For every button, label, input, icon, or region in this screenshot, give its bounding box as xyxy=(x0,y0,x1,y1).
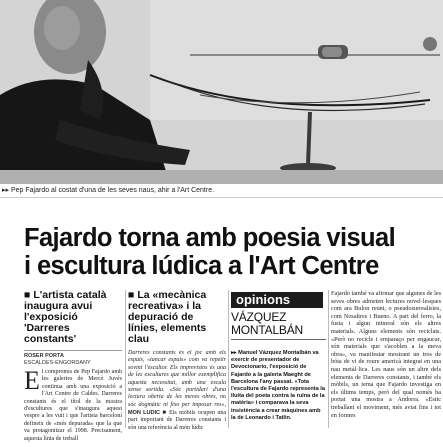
column-2 xyxy=(128,290,226,430)
article-photo xyxy=(0,0,443,184)
column-2-body xyxy=(128,350,226,408)
author-first-name: VÁZQUEZ xyxy=(231,310,287,324)
column-4-body: Fajardo també va afirmar que algunes de les seves obres admeten lectures novel·lesques com ara Bulon reuni, o pseudosurrealistes, com Nosaltres i Bueno. A part del ferro, la fusta i algun mineral són els altres materials. Alguns elements són reciclats. «Però no recicle i emparaço per engaucar, són materials que s'acoblen a la meva obra», va manifestar mostrant un tros de bóta de vi de roure americà integrat en una nau metàl·lica. Les naus són un altre dels elements de Darreres constants, i també els mòbils, un tema que Fajardo investiga en els últims temps, però del qual només ha portat una mostra a Andorra. «Estic treballant el moviment, més aviat fins i tot en formes xyxy=(331,290,441,419)
dropcap: E xyxy=(24,369,40,395)
column-1-body-text: l compromís de Pep Fajardo amb les galeries de Mercè Juvés continua amb una exposició a l'Art Centre de Caldes. Darreres constants és el títol de la mostra d'escultures que s'inaugura aquest vespre a les vuit i que l'artista barceloní defineix de «més depurada» que la que va protagonitzar el 1998. Precisament, aquesta línia de treball xyxy=(24,369,122,442)
photo-illustration xyxy=(0,0,443,184)
photo-caption: ▸▸ Pep Fajardo al costat d'una de les seves naus, ahir a l'Art Centre. xyxy=(2,187,215,194)
column-1-body xyxy=(24,369,122,447)
opinions-text: ▸▸ Manuel Vázquez Montalbán va exercir de presentador de Devocionario, l'exposició de Fajardo a la galeria Maeght de Barcelona l'any passat. «Tota l'escultura de Fajardo representa la lluita del poeta contra la ruïna de la matèria» i comparava la seva insistència a crear màquines amb la de Leonardo i Tatlin. xyxy=(231,350,325,421)
byline xyxy=(24,350,122,366)
opinions-author xyxy=(231,311,326,340)
headline-line-1: Fajardo torna amb poesia visual xyxy=(24,224,396,252)
lead-title-1 xyxy=(24,290,122,345)
section-bullet-icon: ■ xyxy=(162,410,167,416)
column-2-section xyxy=(128,410,226,430)
caption-divider xyxy=(0,197,443,198)
author-last-name: MONTALBÁN xyxy=(231,322,303,337)
column-2-body-text: Darreres constants és el joc amb els espais, «tancar espais» com va repetir sovint l'escultor. Els imprevistos és una de les escultures que millor exemplifica aquesta necessitat, amb una escala sense sortida. «Sóc partidari d'una lectura oberta de les meves obres, no sóc dogmàtic ni fixo per imposar res», xyxy=(128,350,226,408)
lead-title-2-text: La «mecànica recreativa» i la depuració de línies, elements clau xyxy=(128,289,207,345)
headline-line-2: i escultura lúdica a l'Art Centre xyxy=(24,252,379,280)
byline-place: ESCALDES-ENGORDANY xyxy=(24,359,91,366)
column-divider-2 xyxy=(228,290,229,428)
lead-title-1-text: L'artista català inaugura avui l'exposició 'Darreres constants' xyxy=(24,289,107,345)
column-1 xyxy=(24,290,122,447)
column-4 xyxy=(331,290,441,428)
bullet-icon: ■ xyxy=(128,289,135,301)
headline xyxy=(24,224,442,280)
section-label: MÓN LÚDIC xyxy=(128,410,160,416)
lead-title-2 xyxy=(128,290,226,345)
bullet-icon: ■ xyxy=(24,289,31,301)
section-body: Els mòbils ocupen una part important de Darreres constants i són una referència al món lúdic xyxy=(128,410,226,430)
column-divider-1 xyxy=(125,290,126,428)
opinions-label: opinions xyxy=(231,292,323,308)
column-divider-3 xyxy=(328,290,329,428)
byline-name: ROSER PORTA xyxy=(24,353,64,359)
